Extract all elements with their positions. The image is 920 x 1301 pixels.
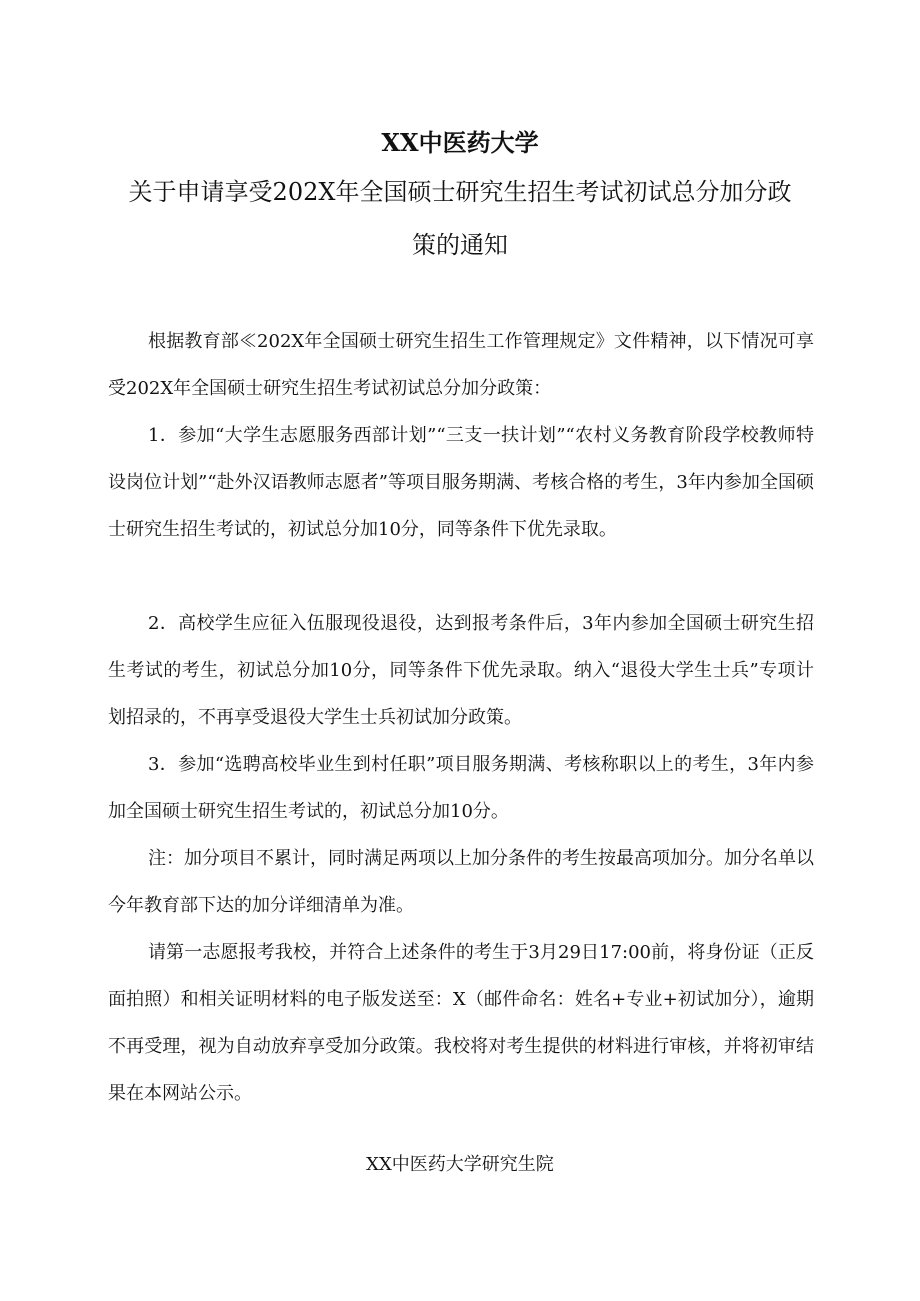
- intro-paragraph: 根据教育部≪202X年全国硕士研究生招生工作管理规定》文件精神，以下情况可享受202X年全国硕士研究生招生考试初试总分加分政策：: [108, 331, 814, 399]
- signature: XX中医药大学研究生院: [366, 1154, 554, 1175]
- policy-item-2: 2．高校学生应征入伍服现役退役，达到报考条件后，3年内参加全国硕士研究生招生考试的考生，初试总分加10分，同等条件下优先录取。纳入“退役大学生士兵”专项计划招录的，不再享受退役大学生士兵初试加分政策。: [108, 613, 814, 728]
- title-notice-line2: 策的通知: [412, 231, 508, 259]
- note-paragraph: 注：加分项目不累计，同时满足两项以上加分条件的考生按最高项加分。加分名单以今年教育部下达的加分详细清单为准。: [108, 848, 814, 916]
- policy-item-3: 3．参加“选聘高校毕业生到村任职”项目服务期满、考核称职以上的考生，3年内参加全国硕士研究生招生考试的，初试总分加10分。: [108, 754, 814, 822]
- title-notice-line1: 关于申请享受202X年全国硕士研究生招生考试初试总分加分政: [128, 178, 792, 206]
- instructions-paragraph: 请第一志愿报考我校，并符合上述条件的考生于3月29日17:00前，将身份证（正反面拍照）和相关证明材料的电子版发送至：X（邮件命名：姓名+专业+初试加分），逾期不再受理，视为自动放弃享受加分政策。我校将对考生提供的材料进行审核，并将初审结果在本网站公示。: [108, 942, 814, 1104]
- title-university: XX中医药大学: [381, 128, 539, 157]
- policy-item-1: 1．参加“大学生志愿服务西部计划”“三支一扶计划”“农村义务教育阶段学校教师特设岗位计划”“赴外汉语教师志愿者”等项目服务期满、考核合格的考生，3年内参加全国硕士研究生招生考试的，初试总分加10分，同等条件下优先录取。: [108, 425, 814, 540]
